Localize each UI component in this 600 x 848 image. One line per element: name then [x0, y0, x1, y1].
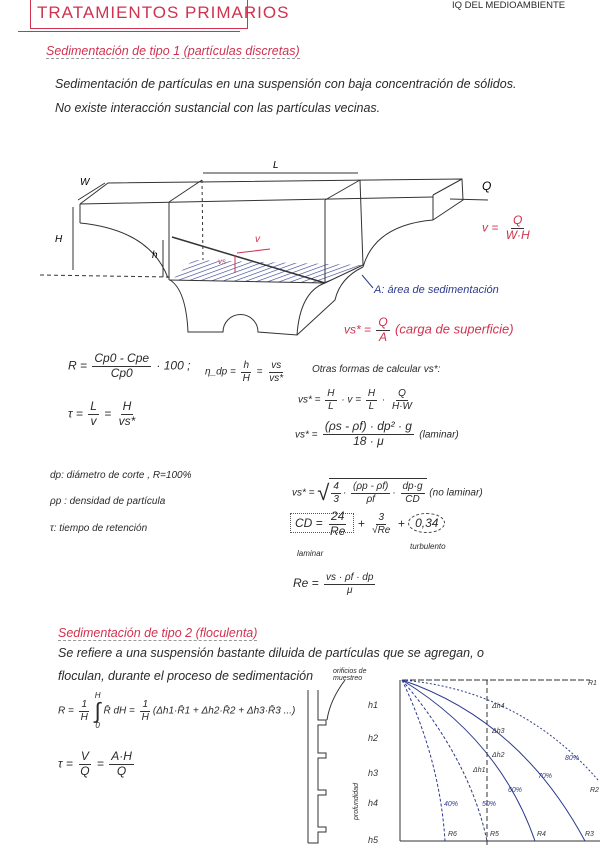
section2-heading: Sedimentación de tipo 2 (floculenta): [58, 626, 258, 640]
percent-label-80: 80%: [565, 755, 580, 762]
flow-label: Q: [482, 179, 492, 193]
flocculent-tau-formula: τ = $\frac{V}{Q}$ = $\frac{A\cdot H}{Q}$: [58, 749, 132, 778]
r-label-4: R4: [537, 831, 546, 838]
r-label-6: R6: [448, 831, 457, 838]
section1-line-2: No existe interacción sustancial con las partículas vecinas.: [55, 101, 381, 115]
other-forms-title: Otras formas de calcular vs*:: [312, 364, 441, 375]
course-label: IQ DEL MEDIOAMBIENTE: [452, 0, 566, 11]
velocity-label: v: [255, 234, 260, 245]
depth-label-h5: h5: [368, 835, 379, 845]
sampling-ports-label: orificios de muestreo: [333, 668, 367, 682]
delta-label-h3: Δh3: [492, 728, 505, 735]
width-label: W: [80, 177, 90, 188]
depth-label-h4: h4: [368, 798, 379, 808]
section2-line-2: floculan, durante el proceso de sedimentación: [58, 669, 314, 683]
percent-label-50: 50%: [482, 801, 497, 808]
delta-label-h2: Δh2: [492, 752, 505, 759]
h-label: h: [152, 250, 158, 261]
turbulent-label: turbulento: [410, 542, 446, 551]
curve-40: [402, 680, 445, 841]
definition-tau: τ: tiempo de retención: [50, 523, 148, 534]
height-label: H: [55, 234, 63, 245]
section1-line-1: Sedimentación de partículas en una suspensión con baja concentración de sólidos.: [55, 77, 517, 91]
settling-velocity-label: vs: [218, 257, 226, 266]
depth-label-h3: h3: [368, 768, 379, 778]
delta-label-h1: Δh1: [473, 767, 486, 774]
length-label: L: [273, 160, 279, 171]
settling-column: [308, 680, 345, 843]
delta-label-h4: Δh4: [492, 703, 505, 710]
section2-line-1: Se refiere a una suspensión bastante diluida de partículas que se agregan, o: [58, 646, 484, 660]
drag-coefficient-formula: CD = $\frac{24}{Re}$ + $\frac{3}{√Re}$ + 0,34: [290, 510, 445, 539]
area-label: A: área de sedimentación: [374, 284, 499, 296]
percent-label-70: 70%: [538, 773, 553, 780]
stokes-formula: vs* = $\frac{\text{(ρs - ρf) · dp² · g}}{18 \cdot \mu}$ (laminar): [295, 419, 459, 448]
r-label-1: R1: [588, 680, 597, 687]
efficiency-formula: η_dp = $\frac{h}{H}$ = $\frac{vs}{vs*}$: [205, 360, 284, 384]
non-laminar-formula: vs* = √ $\frac{4}{3}$ · $\frac{(\rho p - \rho f)}{\rho f}$ · $\frac{dp\cdot g}{CD}$ (no laminar): [292, 480, 483, 505]
surface-load-formula: vs* = $\frac{Q}{A}$ (carga de superficie): [344, 315, 514, 344]
depth-label-h1: h1: [368, 700, 379, 710]
flocculent-removal-formula: R = $\frac{1}{H}$ H ∫ 0 R̄ dH = $\frac{1}{H}$ (Δh1·R̄1 + Δh2·R̄2 + Δh3·R̄3 ...): [58, 691, 296, 730]
curve-50: [402, 680, 487, 841]
vs-geometric-formula: vs* = $\frac{H}{L}$ · v = $\frac{H}{L}$ · $\frac{Q}{H\cdot W}$: [298, 388, 412, 412]
section1-heading: Sedimentación de tipo 1 (partículas discretas): [46, 44, 300, 58]
removal-formula: R = $\frac{\text{Cp0 - Cpe}}{Cp0}$ · 100 ;: [68, 351, 191, 380]
r-label-5: R5: [490, 831, 499, 838]
page-title: TRATAMIENTOS PRIMARIOS: [30, 0, 248, 29]
depth-label-h2: h2: [368, 733, 379, 743]
definition-rho-p: ρp : densidad de partícula: [50, 496, 166, 507]
percent-label-40: 40%: [444, 801, 459, 808]
v-formula: v = $\frac{Q}{W\cdot H}$: [482, 213, 530, 242]
retention-time-formula: τ = $\frac{L}{v}$ = $\frac{H}{vs*}$: [68, 399, 136, 428]
laminar-label: laminar: [297, 549, 324, 558]
r-label-3: R3: [585, 831, 594, 838]
definition-dp: dp: diámetro de corte , R=100%: [50, 470, 192, 481]
r-label-2: R2: [590, 787, 599, 794]
percent-label-60: 60%: [508, 787, 523, 794]
depth-axis-label: profundidad: [353, 783, 360, 820]
reynolds-formula: Re = $\frac{vs \cdot \rho f \cdot dp}{\mu}$: [293, 572, 374, 596]
